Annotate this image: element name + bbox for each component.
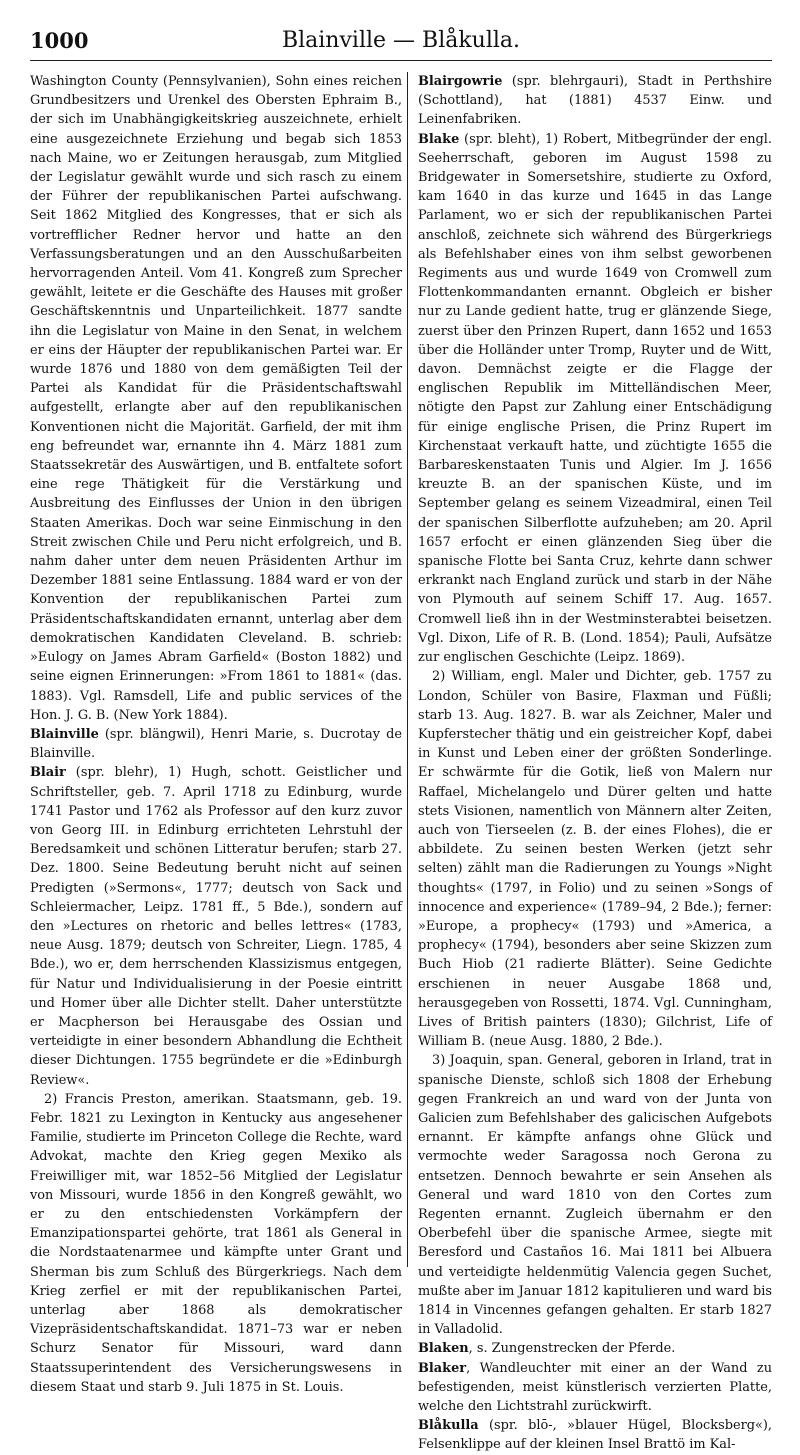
entry-blaine-continuation: [30, 72, 402, 725]
entry-headword: Blake: [418, 131, 460, 147]
entry-blaker: [418, 1359, 772, 1417]
right-column: [418, 72, 772, 1453]
entry-body: (spr. blängwil), Henri Marie, s. Ducrotay de Blainville.: [30, 726, 402, 762]
left-column: [30, 72, 402, 1395]
column-divider: [407, 72, 408, 1267]
entry-headword: Blairgowrie: [418, 74, 503, 89]
entry-headword: Blåkulla: [418, 1418, 479, 1434]
entry-blairgowrie: [418, 72, 772, 130]
entry-headword: Blainville: [30, 726, 99, 742]
entry-blaken: [418, 1339, 772, 1358]
entry-blake-william: [418, 667, 772, 1051]
page-number: 1000: [30, 28, 89, 53]
entry-headword: Blaken: [418, 1341, 469, 1357]
entry-body: (spr. blehr), 1) Hugh, schott. Geistlicher und Schriftsteller, geb. 7. April 1718 zu Edinburg, wurde 1741 Pastor und 1762 als Professor auf den kurz zuvor von Georg III. in Edinburg errichteten Lehrstuhl der Beredsamkeit und schönen Litteratur berufen; starb 27. Dez. 1800. Seine Bedeutung beruht nicht auf seinen Predigten (»Sermons«, 1777; deutsch von Sack und Schleiermacher, Leipz. 1781 ff., 5 Bde.), sondern auf den »Lectures on rhetoric and belles lettres« (1783, neue Ausg. 1879; deutsch von Schreiter, Liegn. 1785, 4 Bde.), wo er, dem herrschenden Klassizismus entgegen, für Natur und Individualisierung in der Poesie eintritt und Homer über alle Dichter stellt. Daher unterstützte er Macpherson bei Herausgabe des Ossian und verteidigte in einer besondern Abhandlung die Echtheit dieser Dichtungen. 1755 begründete er die »Edinburgh Review«.: [30, 765, 402, 1088]
entry-blair-francis-preston: [30, 1090, 402, 1397]
entry-blakulla: [418, 1416, 772, 1454]
entry-blake-joaquin: [418, 1051, 772, 1339]
entry-body: 2) William, engl. Maler und Dichter, geb. 1757 zu London, Schüler von Basire, Flaxman und Füßli; starb 13. Aug. 1827. B. war als Zeichner, Maler und Kupferstecher thätig und ein geistreicher Kopf, dabei in Kunst und Leben einer der größten Sonderlinge. Er schwärmte für die Gotik, ließ von Malern nur Raffael, Michelangelo und Dürer gelten und hatte stets Visionen, namentlich von Männern alter Zeiten, auch von Tierseelen (z. B. der eines Flohes), die er abbildete. Zu seinen besten Werken (jetzt sehr selten) zählt man die Radierungen zu Youngs »Night thoughts« (1797, in Folio) und zu seinen »Songs of innocence and experience« (1789–94, 2 Bde.); ferner: »Europe, a prophecy« (1793) und »America, a prophecy« (1794), besonders aber seine Skizzen zum Buch Hiob (21 radierte Blätter). Seine Gedichte erschienen in neuer Ausgabe 1868 und, herausgegeben von Rossetti, 1874. Vgl. Cunningham, Lives of British painters (1830); Gilchrist, Life of William B. (neue Ausg. 1880, 2 Bde.).: [418, 669, 772, 1050]
entry-body: Washington County (Pennsylvanien), Sohn eines reichen Grundbesitzers und Urenkel des Obersten Ephraim B., der sich im Unabhängigkeitskrieg auszeichnete, erhielt eine ausgezeichnete Erziehung und begab sich 1853 nach Maine, wo er Zeitungen herausgab, zum Mitglied der Legislatur gewählt wurde und sich rasch zu einem der Führer der republikanischen Partei aufschwang. Seit 1862 Mitglied des Kongresses, that er sich als vortrefflicher Redner hervor und hatte an den Verfassungsberatungen und an den Ausschußarbeiten hervorragenden Anteil. Vom 41. Kongreß zum Sprecher gewählt, leitete er die Geschäfte des Hauses mit großer Geschäftskenntnis und Unparteilichkeit. 1877 sandte ihn die Legislatur von Maine in den Senat, in welchem er eins der Häupter der republikanischen Partei war. Er wurde 1876 und 1880 von dem gemäßigten Teil der Partei als Kandidat für die Präsidentschaftswahl aufgestellt, erlangte aber auf den republikanischen Konventionen nicht die Majorität. Garfield, der mit ihm eng befreundet war, ernannte ihn 4. März 1881 zum Staatssekretär des Auswärtigen, und B. entfaltete sofort eine rege Thätigkeit für die Verstärkung und Ausbreitung des Einflusses der Union in den übrigen Staaten Amerikas. Doch war seine Einmischung in den Streit zwischen Chile und Peru nicht erfolgreich, und B. nahm daher unter dem neuen Präsidenten Arthur im Dezember 1881 seine Entlassung. 1884 ward er von der Konvention der republikanischen Partei zum Präsidentschaftskandidaten ernannt, unterlag aber dem demokratischen Kandidaten Cleveland. B. schrieb: »Eulogy on James Abram Garfield« (Boston 1882) und seine eignen Erinnerungen: »From 1861 to 1881« (das. 1883). Vgl. Ramsdell, Life and public services of the Hon. J. G. B. (New York 1884).: [30, 74, 402, 723]
entry-body: (spr. blehrgauri), Stadt in Perthshire (Schottland), hat (1881) 4537 Einw. und Leinenfabriken.: [418, 74, 772, 128]
entry-body: 2) Francis Preston, amerikan. Staatsmann, geb. 19. Febr. 1821 zu Lexington in Kentucky aus angesehener Familie, studierte im Princeton College die Rechte, ward Advokat, machte den Krieg gegen Mexiko als Freiwilliger mit, war 1852–56 Mitglied der Legislatur von Missouri, wurde 1856 in den Kongreß gewählt, wo er zu den entschiedensten Vorkämpfern der Emanzipationspartei gehörte, trat 1861 als General in die Nordstaatenarmee und kämpfte unter Grant und Sherman bis zum Schluß des Bürgerkriegs. Nach dem Krieg zerfiel er mit der republikanischen Partei, unterlag aber 1868 als demokratischer Vizepräsidentschaftskandidat. 1871–73 war er neben Schurz Senator für Missouri, ward dann Staatssuperintendent des Versicherungswesens in diesem Staat und starb 9. Juli 1875 in St. Louis.: [30, 1091, 402, 1395]
entry-body: (spr. blō-, »blauer Hügel, Blocksberg«), Felsenklippe auf der kleinen Insel Brattö im Kal-: [418, 1418, 772, 1453]
entry-body: 3) Joaquin, span. General, geboren in Irland, trat in spanische Dienste, schloß sich 1808 der Erhebung gegen Frankreich an und ward von der Junta von Galicien zum Befehlshaber des galicischen Aufgebots ernannt. Er kämpfte anfangs ohne Glück und vermochte weder Saragossa noch Gerona zu entsetzen. Dennoch bewahrte er sein Ansehen als General und ward 1810 von den Cortes zum Regenten ernannt. Zugleich übernahm er den Oberbefehl über die spanische Armee, siegte mit Beresford und Castaños 16. Mai 1811 bei Albuera und verteidigte heldenmütig Valencia gegen Suchet, mußte aber im Januar 1812 kapitulieren und ward bis 1814 in Vincennes gefangen gehalten. Er starb 1827 in Valladolid.: [418, 1053, 772, 1338]
entry-blair: [30, 763, 402, 1089]
entry-body: , Wandleuchter mit einer an der Wand zu befestigenden, meist künstlerisch verzierten Platte, welche den Lichtstrahl zurückwirft.: [418, 1360, 772, 1415]
entry-headword: Blair: [30, 765, 66, 781]
page-header: [30, 24, 772, 61]
entry-body: , s. Zungenstrecken der Pferde.: [468, 1341, 676, 1357]
running-head: Blainville — Blåkulla.: [281, 28, 521, 53]
entry-headword: Blaker: [418, 1360, 467, 1376]
entry-blake: [418, 130, 772, 668]
entry-body: (spr. bleht), 1) Robert, Mitbegründer der engl. Seeherrschaft, geboren im August 1598 zu Bridgewater in Somersetshire, studierte zu Oxford, kam 1640 in das kurze und 1645 in das Lange Parlament, wo er sich der republikanischen Partei anschloß, zeichnete sich während des Bürgerkriegs als Befehlshaber eines von ihm selbst geworbenen Regiments aus und wurde 1649 von Cromwell zum Flottenkommandanten ernannt. Obgleich er bisher nur zu Lande gedient hatte, trug er glänzende Siege, zuerst über den Prinzen Rupert, dann 1652 und 1653 über die Holländer unter Tromp, Ruyter und de Witt, davon. Demnächst zeigte er die Flagge der englischen Republik im Mittelländischen Meer, nötigte den Papst zur Zahlung einer Entschädigung für einige englische Prisen, die Prinz Rupert im Kirchenstaat verkauft hatte, und züchtigte 1655 die Barbareskenstaaten Tunis und Algier. Im J. 1656 kreuzte B. an der spanischen Küste, und im September gelang es seinem Vizeadmiral, einen Teil der spanischen Silberflotte aufzuheben; am 20. April 1657 erfocht er einen glänzenden Sieg über die spanische Flotte bei Santa Cruz, kehrte dann schwer erkrankt nach England zurück und starb in der Nähe von Plymouth auf seinem Schiff 17. Aug. 1657. Cromwell ließ ihn in der Westminsterabtei beisetzen. Vgl. Dixon, Life of R. B. (Lond. 1854); Pauli, Aufsätze zur englischen Geschichte (Leipz. 1869).: [418, 131, 772, 666]
entry-blainville: [30, 725, 402, 763]
